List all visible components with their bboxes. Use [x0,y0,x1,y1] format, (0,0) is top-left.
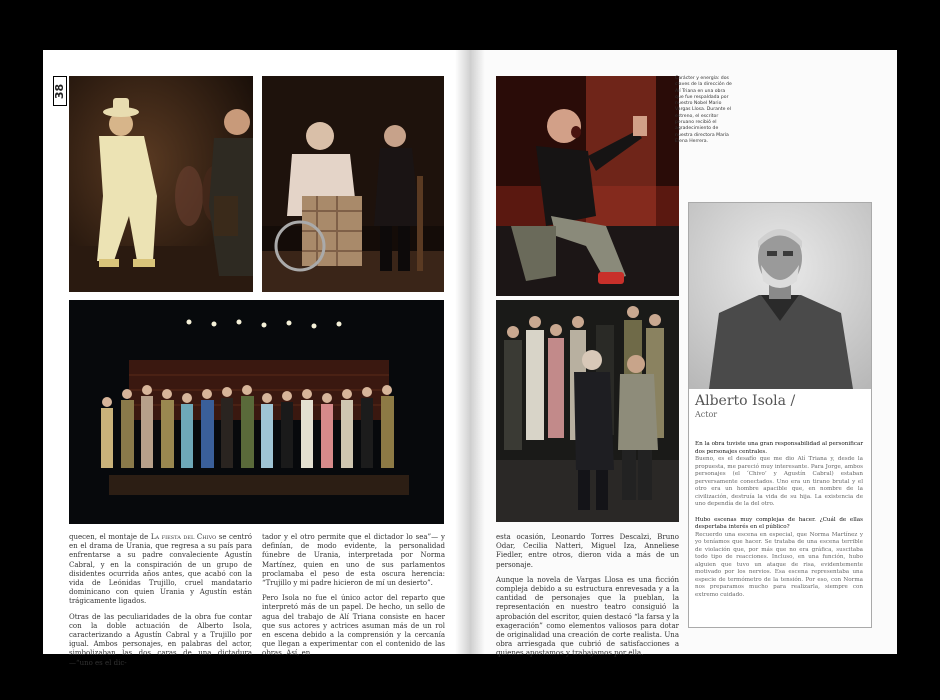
interview-question-2: Hubo escenas muy complejas de hacer. ¿Cuál de ellas despertaba interés en el público? [695,516,863,530]
interview-text [695,441,863,607]
text-column-1 [69,533,252,674]
interview-answer-1: Bueno, es el desafío que me dio Alí Triana y, desde la propuesta, me pareció muy interesante. Para Jorge, ambos personajes (el ‘Chivo’ y Agustín Cabral) estaban perversamente conectados. Uno era un tirano brutal y el otro era un hombre apacible que, en nombre de la civilización, destruía la vida de su hija. La existencia de uno dependía de la del otro. [695,456,863,507]
play-title: La fiesta del Chivo [150,533,217,541]
text-column-3 [496,533,679,665]
interview-box [688,202,872,628]
photo-cast-curtain-call [69,300,444,524]
paragraph: Pero Isola no fue el único actor del reparto que interpretó más de un papel. De hecho, un sello de agua del trabajo de Alí Triana consiste en hacer que sus actores y actrices asuman más de un rol en escena debido a la comprensión y la cercanía que llegan a experimentar con el contenido de las obras. Así, en [262,594,445,658]
paragraph: quecen, el montaje de La fiesta del Chivo se centró en el drama de Urania, que regresa a su país para enfrentarse a su padre convaleciente Agustín Cabral, y en la conspiración de un grupo de disidentes ocurrida años antes, que acabó con la vida de Leónidas Trujillo, cruel mandatario dominicano con quien Urania y Agustín están trágicamente ligados. [69,533,253,606]
paragraph: tador y el otro permite que el dictador lo sea”— y definían, de modo evidente, la personalidad fúnebre de Urania, interpretada por Norma Martínez, quien en uno de sus parlamentos proclamaba el peso de esta oscura herencia: “Trujillo y mi padre hicieron de mí un desierto”. [262,533,445,588]
interviewee-name: Alberto Isola / [695,393,796,409]
paragraph: esta ocasión, Leonardo Torres Descalzi, Bruno Odar, Cecilia Natteri, Miguel Iza, Anneliese Fiedler, entre otros, dieron vida a más de un personaje. [496,533,679,569]
right-page [470,50,897,658]
interviewee-role: Actor [695,410,718,419]
photo-author-greeting [496,300,679,522]
photo-caption: Carácter y energía: dos claves de la dirección de Alí Triana en una obra que fue respaldada por nuestro Nobel Mario Vargas Llosa. Durante el estreno, el escritor peruano recibió el agradecimiento de nuestra directora María Elena Herrera. [675,76,732,144]
text-column-2 [262,533,445,665]
page-number: 38 [53,76,67,106]
interview-answer-2: Recuerdo una escena en especial, que Norma Martínez y yo teníamos que hacer. Se trataba de una escena terrible de violación que, por más que no era gráfica, suscitaba todo tipo de reacciones. Incluso, en una función, hubo alguien que tuvo un ataque de risa, evidentemente motivado por los nervios. Esa escena representaba una especie de termómetro de la tensión. Por eso, con Norma nos preparamos mucho para realizarla, siempre con extremo cuidado. [695,531,863,598]
photo-stage-scene-2 [262,76,444,292]
interview-question-1: En la obra tuviste una gran responsabilidad al personificar dos personajes centrales. [695,441,863,455]
left-page [43,50,470,667]
photo-stage-scene-1 [69,76,253,292]
photo-portrait-alberto-isola [689,203,871,389]
photo-actor-shouting [496,76,679,296]
paragraph: Aunque la novela de Vargas Llosa es una ficción compleja debido a su estructura enrevesada y a la cantidad de personajes que la pueblan, la representación en nuestro teatro consiguió la aprobación del escritor, quien destacó “la farsa y la exageración” como elementos valiosos para dotar de originalidad una creación de corte realista. Una obra arriesgada que cubrió de satisfacciones a quienes apostamos y trabajamos por ella. [496,575,679,658]
paragraph: Otras de las peculiaridades de la obra fue contar con la doble actuación de Alberto Isola, caracterizando a Agustín Cabral y a Trujillo por igual. Ambos personajes, en palabras del actor, simbolizaban las dos caras de una dictadura —“uno es el dic- [69,612,252,667]
